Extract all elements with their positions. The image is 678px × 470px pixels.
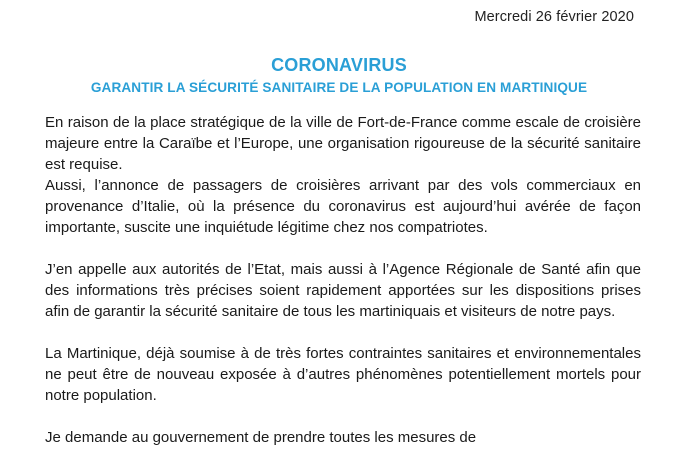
document-date: Mercredi 26 février 2020 [474,9,634,25]
body-paragraph: J’en appelle aux autorités de l’Etat, mais aussi à l’Agence Régionale de Santé afin que des informations très précises soient rapidement apportées sur les dispositions prises afin de garantir la sécurité sanitaire de tous les martiniquais et visiteurs de notre pays. [45,261,641,320]
document-subtitle: GARANTIR LA SÉCURITÉ SANITAIRE DE LA POPULATION EN MARTINIQUE [90,80,588,95]
body-paragraph: Aussi, l’annonce de passagers de croisières arrivant par des vols commerciaux en provenance d’Italie, où la présence du coronavirus est aujourd’hui avérée de façon importante, suscite une inquiétude légitime chez nos compatriotes. [45,177,641,236]
body-paragraph: Je demande au gouvernement de prendre toutes les mesures de [45,429,477,446]
body-paragraph: La Martinique, déjà soumise à de très fortes contraintes sanitaires et environnementales ne peut être de nouveau exposée à d’autres phénomènes potentiellement mortels pour notre population. [45,345,641,404]
document-title: CORONAVIRUS [271,55,407,75]
document-body [45,112,641,448]
body-paragraph: En raison de la place stratégique de la ville de Fort-de-France comme escale de croisière majeure entre la Caraïbe et l’Europe, une organisation rigoureuse de la sécurité sanitaire est requise. [45,114,641,173]
